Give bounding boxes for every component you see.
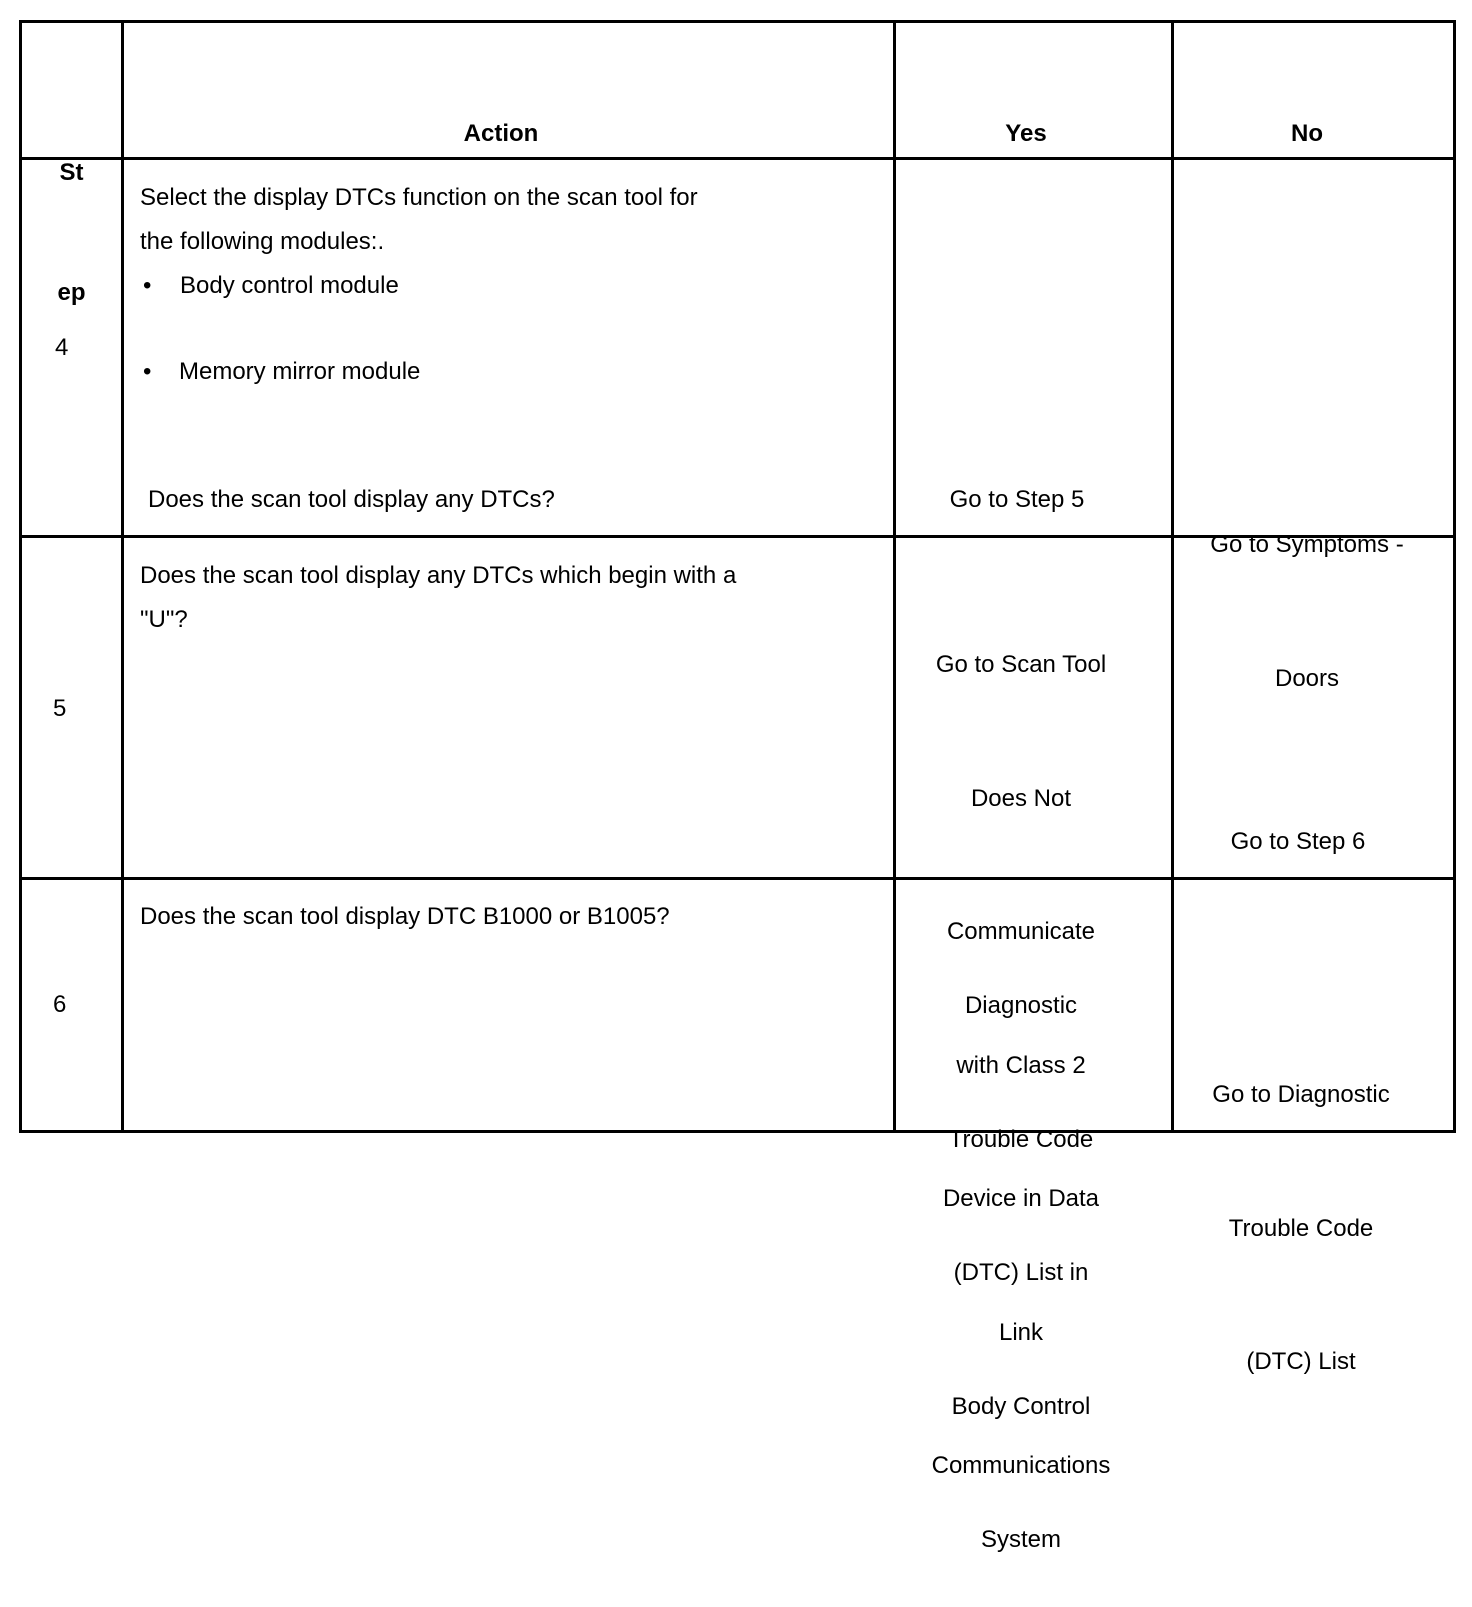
row-4-yes: Go to Step 5 (949, 486, 1085, 513)
table-border-top (19, 20, 1456, 23)
row-4-bullet-1: Body control module (180, 272, 399, 299)
row-4-no-line-2: Doors (1274, 664, 1340, 692)
bullet-marker: • (143, 358, 152, 385)
header-action: Action (463, 120, 539, 147)
header-yes: Yes (1005, 120, 1047, 147)
row-6-step: 6 (53, 991, 67, 1018)
row-6-yes (896, 895, 1146, 1607)
row-4-no-line-1: Go to Symptoms - (1210, 531, 1404, 558)
row-6-no-line-1: Go to Diagnostic (1212, 1081, 1390, 1108)
header-step (22, 73, 121, 353)
row-5-no: Go to Step 6 (1230, 828, 1366, 855)
row-5-yes-line-7: Communications (931, 1452, 1111, 1479)
table-border-right (1453, 20, 1456, 1133)
row-5-yes-line-5: Device in Data (942, 1185, 1100, 1212)
row-6-no (1174, 984, 1428, 1429)
row-5-yes-line-4: with Class 2 (956, 1051, 1086, 1079)
row-6-no-line-3: (DTC) List (1246, 1348, 1356, 1375)
row-6-yes-line-5: System (980, 1526, 1061, 1553)
row-6-yes-line-4: Body Control (951, 1392, 1091, 1420)
column-divider-step-action (121, 20, 124, 1133)
row-6-yes-line-2: Trouble Code (948, 1125, 1094, 1153)
row-6-yes-line-1: Diagnostic (964, 992, 1078, 1019)
row-5-yes-line-2: Does Not (970, 784, 1072, 812)
row-5-action-line-2: "U"? (140, 606, 188, 633)
row-4-action-line-2: the following modules:. (140, 228, 385, 255)
row-4-step: 4 (55, 334, 69, 361)
row-5-yes-line-1: Go to Scan Tool (935, 651, 1107, 678)
row-4-bullet-2: Memory mirror module (179, 358, 421, 385)
row-6-no-line-2: Trouble Code (1228, 1214, 1374, 1242)
row-5-yes-line-6: Link (998, 1318, 1044, 1346)
row-4-no (1174, 434, 1440, 746)
header-step-line-1: St (59, 159, 84, 186)
row-4-action-line-1: Select the display DTCs function on the scan tool for (140, 184, 698, 211)
row-5-step: 5 (53, 695, 67, 722)
header-no: No (1291, 120, 1323, 147)
row-6-yes-line-3: (DTC) List in (953, 1259, 1089, 1286)
row-4-question: Does the scan tool display any DTCs? (148, 486, 555, 513)
row-6-action-line-1: Does the scan tool display DTC B1000 or B1005? (140, 903, 670, 930)
header-step-line-2: ep (57, 279, 86, 306)
bullet-marker: • (143, 272, 152, 299)
row-divider-5-6 (19, 877, 1456, 880)
header-divider (19, 157, 1456, 160)
row-5-action-line-1: Does the scan tool display any DTCs which begin with a (140, 562, 737, 589)
row-5-yes-line-3: Communicate (946, 918, 1096, 945)
